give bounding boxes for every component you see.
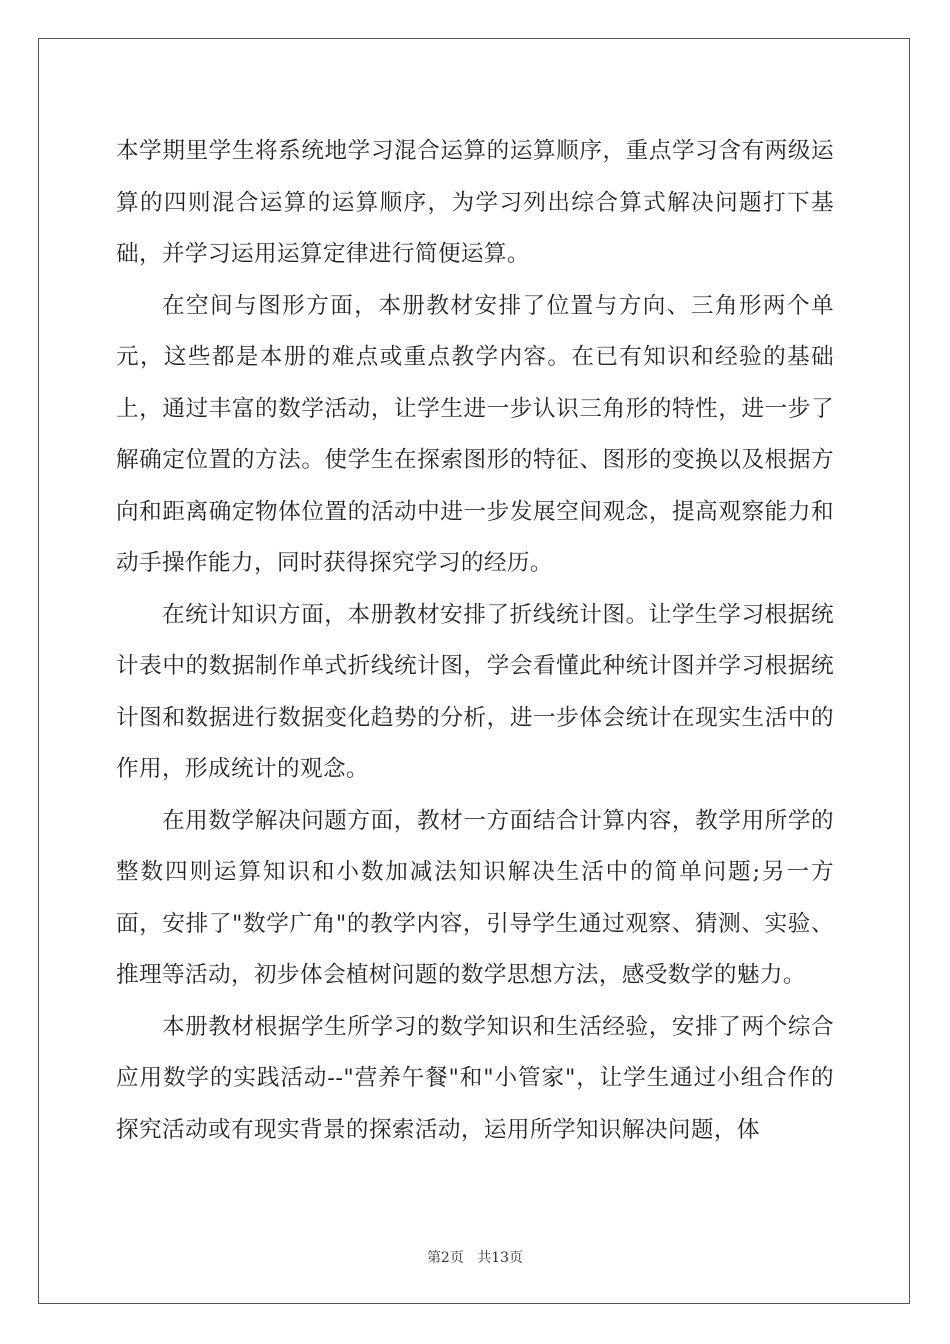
paragraph-5: 本册教材根据学生所学习的数学知识和生活经验，安排了两个综合应用数学的实践活动--"营养午餐"和"小管家"，让学生通过小组合作的探究活动或有现实背景的探索活动，运用所学知识解决问题，体 — [116, 1013, 834, 1143]
page-total: 共13页 — [477, 1250, 524, 1266]
paragraph-3: 在统计知识方面，本册教材安排了折线统计图。让学生学习根据统计表中的数据制作单式折线统计图，学会看懂此种统计图并学习根据统计图和数据进行数据变化趋势的分析，进一步体会统计在现实生活中的作用，形成统计的观念。 — [116, 601, 834, 782]
page-number: 第2页 — [426, 1250, 464, 1266]
paragraph-1: 本学期里学生将系统地学习混合运算的运算顺序，重点学习含有两级运算的四则混合运算的运算顺序，为学习列出综合算式解决问题打下基础，并学习运用运算定律进行简便运算。 — [116, 138, 834, 267]
paragraph-4: 在用数学解决问题方面，教材一方面结合计算内容，教学用所学的整数四则运算知识和小数加减法知识解决生活中的简单问题;另一方面，安排了"数学广角"的教学内容，引导学生通过观察、猜测、实验、推理等活动，初步体会植树问题的数学思想方法，感受数学的魅力。 — [116, 807, 834, 988]
paragraph-2: 在空间与图形方面，本册教材安排了位置与方向、三角形两个单元，这些都是本册的难点或重点教学内容。在已有知识和经验的基础上，通过丰富的数学活动，让学生进一步认识三角形的特性，进一步了解确定位置的方法。使学生在探索图形的特征、图形的变换以及根据方向和距离确定物体位置的活动中进一步发展空间观念，提高观察能力和动手操作能力，同时获得探究学习的经历。 — [116, 292, 834, 576]
page-footer — [0, 1247, 950, 1267]
document-body — [116, 126, 834, 1156]
